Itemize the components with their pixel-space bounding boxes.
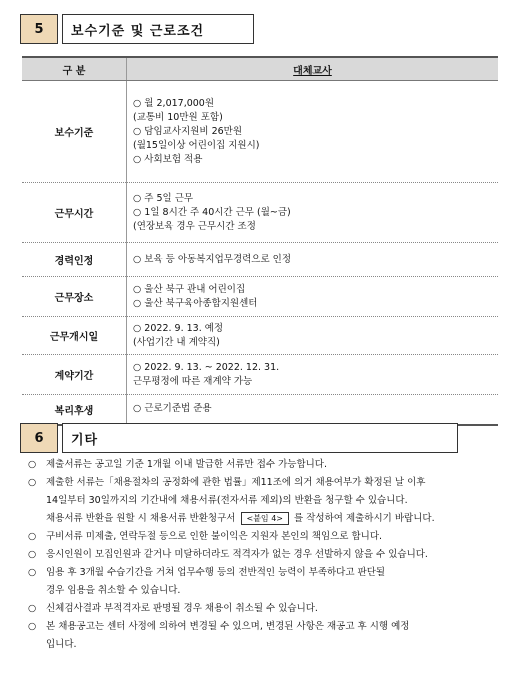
table-row [22,243,498,277]
bullet-icon: ○ [28,603,37,614]
attachment-tag: <붙임 4> [241,512,290,525]
section-6-header [20,423,458,453]
notes-list [28,456,498,654]
bullet-icon: ○ [28,531,37,542]
row-value: ○ 근로기준법 준용 [127,395,499,425]
section-number: 6 [20,423,58,453]
list-item: ○ 본 채용공고는 센터 사정에 의하여 변경될 수 있으며, 변경된 사항은 재공고 후 시행 예정 입니다. [28,618,498,654]
list-item: ○ 임용 후 3개월 수습기간을 거쳐 업무수행 등의 전반적인 능력이 부족하다고 판단될 경우 임용을 취소할 수 있습니다. [28,564,498,600]
bullet-icon: ○ [28,549,37,560]
section-number: 5 [20,14,58,44]
row-label: 보수기준 [22,81,127,183]
bullet-icon: ○ [28,567,37,578]
row-value: ○ 보육 등 아동복지업무경력으로 인정 [127,243,499,277]
row-value: ○ 울산 북구 관내 어린이집 ○ 울산 북구육아종합지원센터 [127,277,499,317]
table-row [22,81,498,183]
list-item: ○ 응시인원이 모집인원과 같거나 미달하더라도 적격자가 없는 경우 선발하지 않을 수 있습니다. [28,546,498,564]
column-header: 구 분 [22,57,127,81]
bullet-icon: ○ [28,459,37,470]
row-value: ○ 주 5일 근무 ○ 1일 8시간 주 40시간 근무 (월~금) (연장보육 경우 근무시간 조정 [127,183,499,243]
table-row [22,395,498,425]
section-title: 기타 [62,423,458,453]
row-label: 경력인정 [22,243,127,277]
bullet-icon: ○ [28,621,37,632]
list-item: ○ 제출서류는 공고일 기준 1개월 이내 발급한 서류만 접수 가능합니다. [28,456,498,474]
row-value: ○ 2022. 9. 13. ~ 2022. 12. 31. 근무평정에 따른 재계약 가능 [127,355,499,395]
row-label: 계약기간 [22,355,127,395]
row-label: 근무장소 [22,277,127,317]
table-row [22,277,498,317]
table-header-row [22,57,498,81]
row-value: ○ 월 2,017,000원 (교통비 10만원 포함) ○ 담임교사지원비 26만원 (월15일이상 어린이집 지원시) ○ 사회보험 적용 [127,81,499,183]
bullet-icon: ○ [28,477,37,488]
list-item: ○ 신체검사결과 부적격자로 판명될 경우 채용이 취소될 수 있습니다. [28,600,498,618]
row-label: 근무시간 [22,183,127,243]
row-label: 복리후생 [22,395,127,425]
section-title: 보수기준 및 근로조건 [62,14,254,44]
table-row [22,317,498,355]
table-row [22,355,498,395]
table-row [22,183,498,243]
row-value: ○ 2022. 9. 13. 예정 (사업기간 내 계약직) [127,317,499,355]
working-conditions-table [22,56,498,426]
section-5-header [20,14,254,44]
row-label: 근무개시일 [22,317,127,355]
column-header: 대체교사 [127,57,499,81]
list-item: ○ 구비서류 미제출, 연락두절 등으로 인한 불이익은 지원자 본인의 책임으로 합니다. [28,528,498,546]
list-item: ○ 제출한 서류는「채용절차의 공정화에 관한 법률」제11조에 의거 채용여부가 확정된 날 이후 14일부터 30일까지의 기간내에 채용서류(전자서류 제외)의 반환을 청구할 수 있습니다. 채용서류 반환을 원할 시 채용서류 반환청구서 <붙임 4> 를 작성하여 제출하시기 바랍니다. [28,474,498,528]
